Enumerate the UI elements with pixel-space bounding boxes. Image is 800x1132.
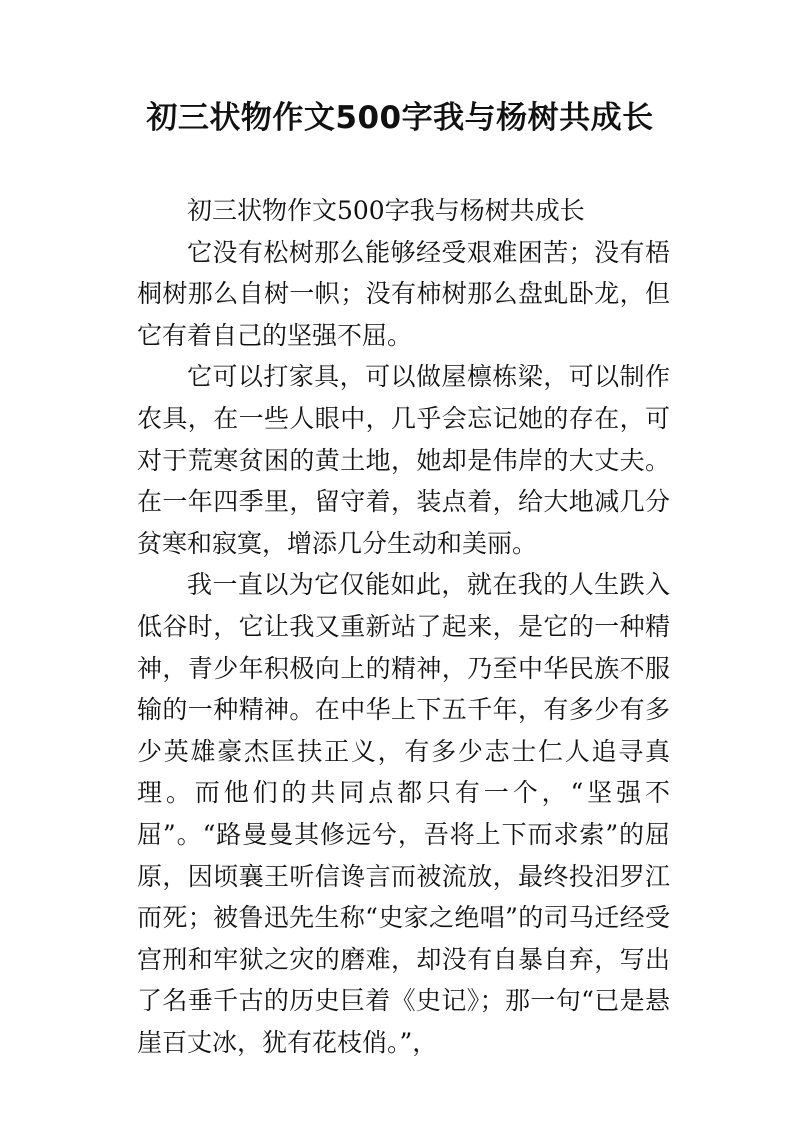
document-body: [137, 190, 670, 1063]
paragraph-subtitle: 初三状物作文500字我与杨树共成长: [187, 196, 585, 225]
document-title: 初三状物作文500字我与杨树共成长: [146, 100, 654, 136]
paragraph-2: 它可以打家具，可以做屋檩栋梁，可以制作农具，在一些人眼中，几乎会忘记她的存在，可对于荒寒贫困的黄土地，她却是伟岸的大丈夫。在一年四季里，留守着，装点着，给大地减几分贫寒和寂寞，增添几分生动和美丽。: [137, 362, 670, 558]
paragraph-3: 我一直以为它仅能如此，就在我的人生跌入低谷时，它让我又重新站了起来，是它的一种精神，青少年积极向上的精神，乃至中华民族不服输的一种精神。在中华上下五千年，有多少有多少英雄豪杰匡扶正义，有多少志士仁人追寻真理。而他们的共同点都只有一个，“坚强不屈”。“路曼曼其修远兮，吾将上下而求索”的屈原，因顷襄王听信谗言而被流放，最终投汨罗江而死；被鲁迅先生称“史家之绝唱”的司马迁经受宫刑和牢狱之灾的磨难，却没有自暴自弃，写出了名垂千古的历史巨着《史记》；那一句“已是悬崖百丈冰，犹有花枝俏。”，: [137, 570, 670, 1057]
paragraph-1: 它没有松树那么能够经受艰难困苦；没有梧桐树那么自树一帜；没有柿树那么盘虬卧龙，但它有着自己的坚强不屈。: [137, 237, 670, 350]
